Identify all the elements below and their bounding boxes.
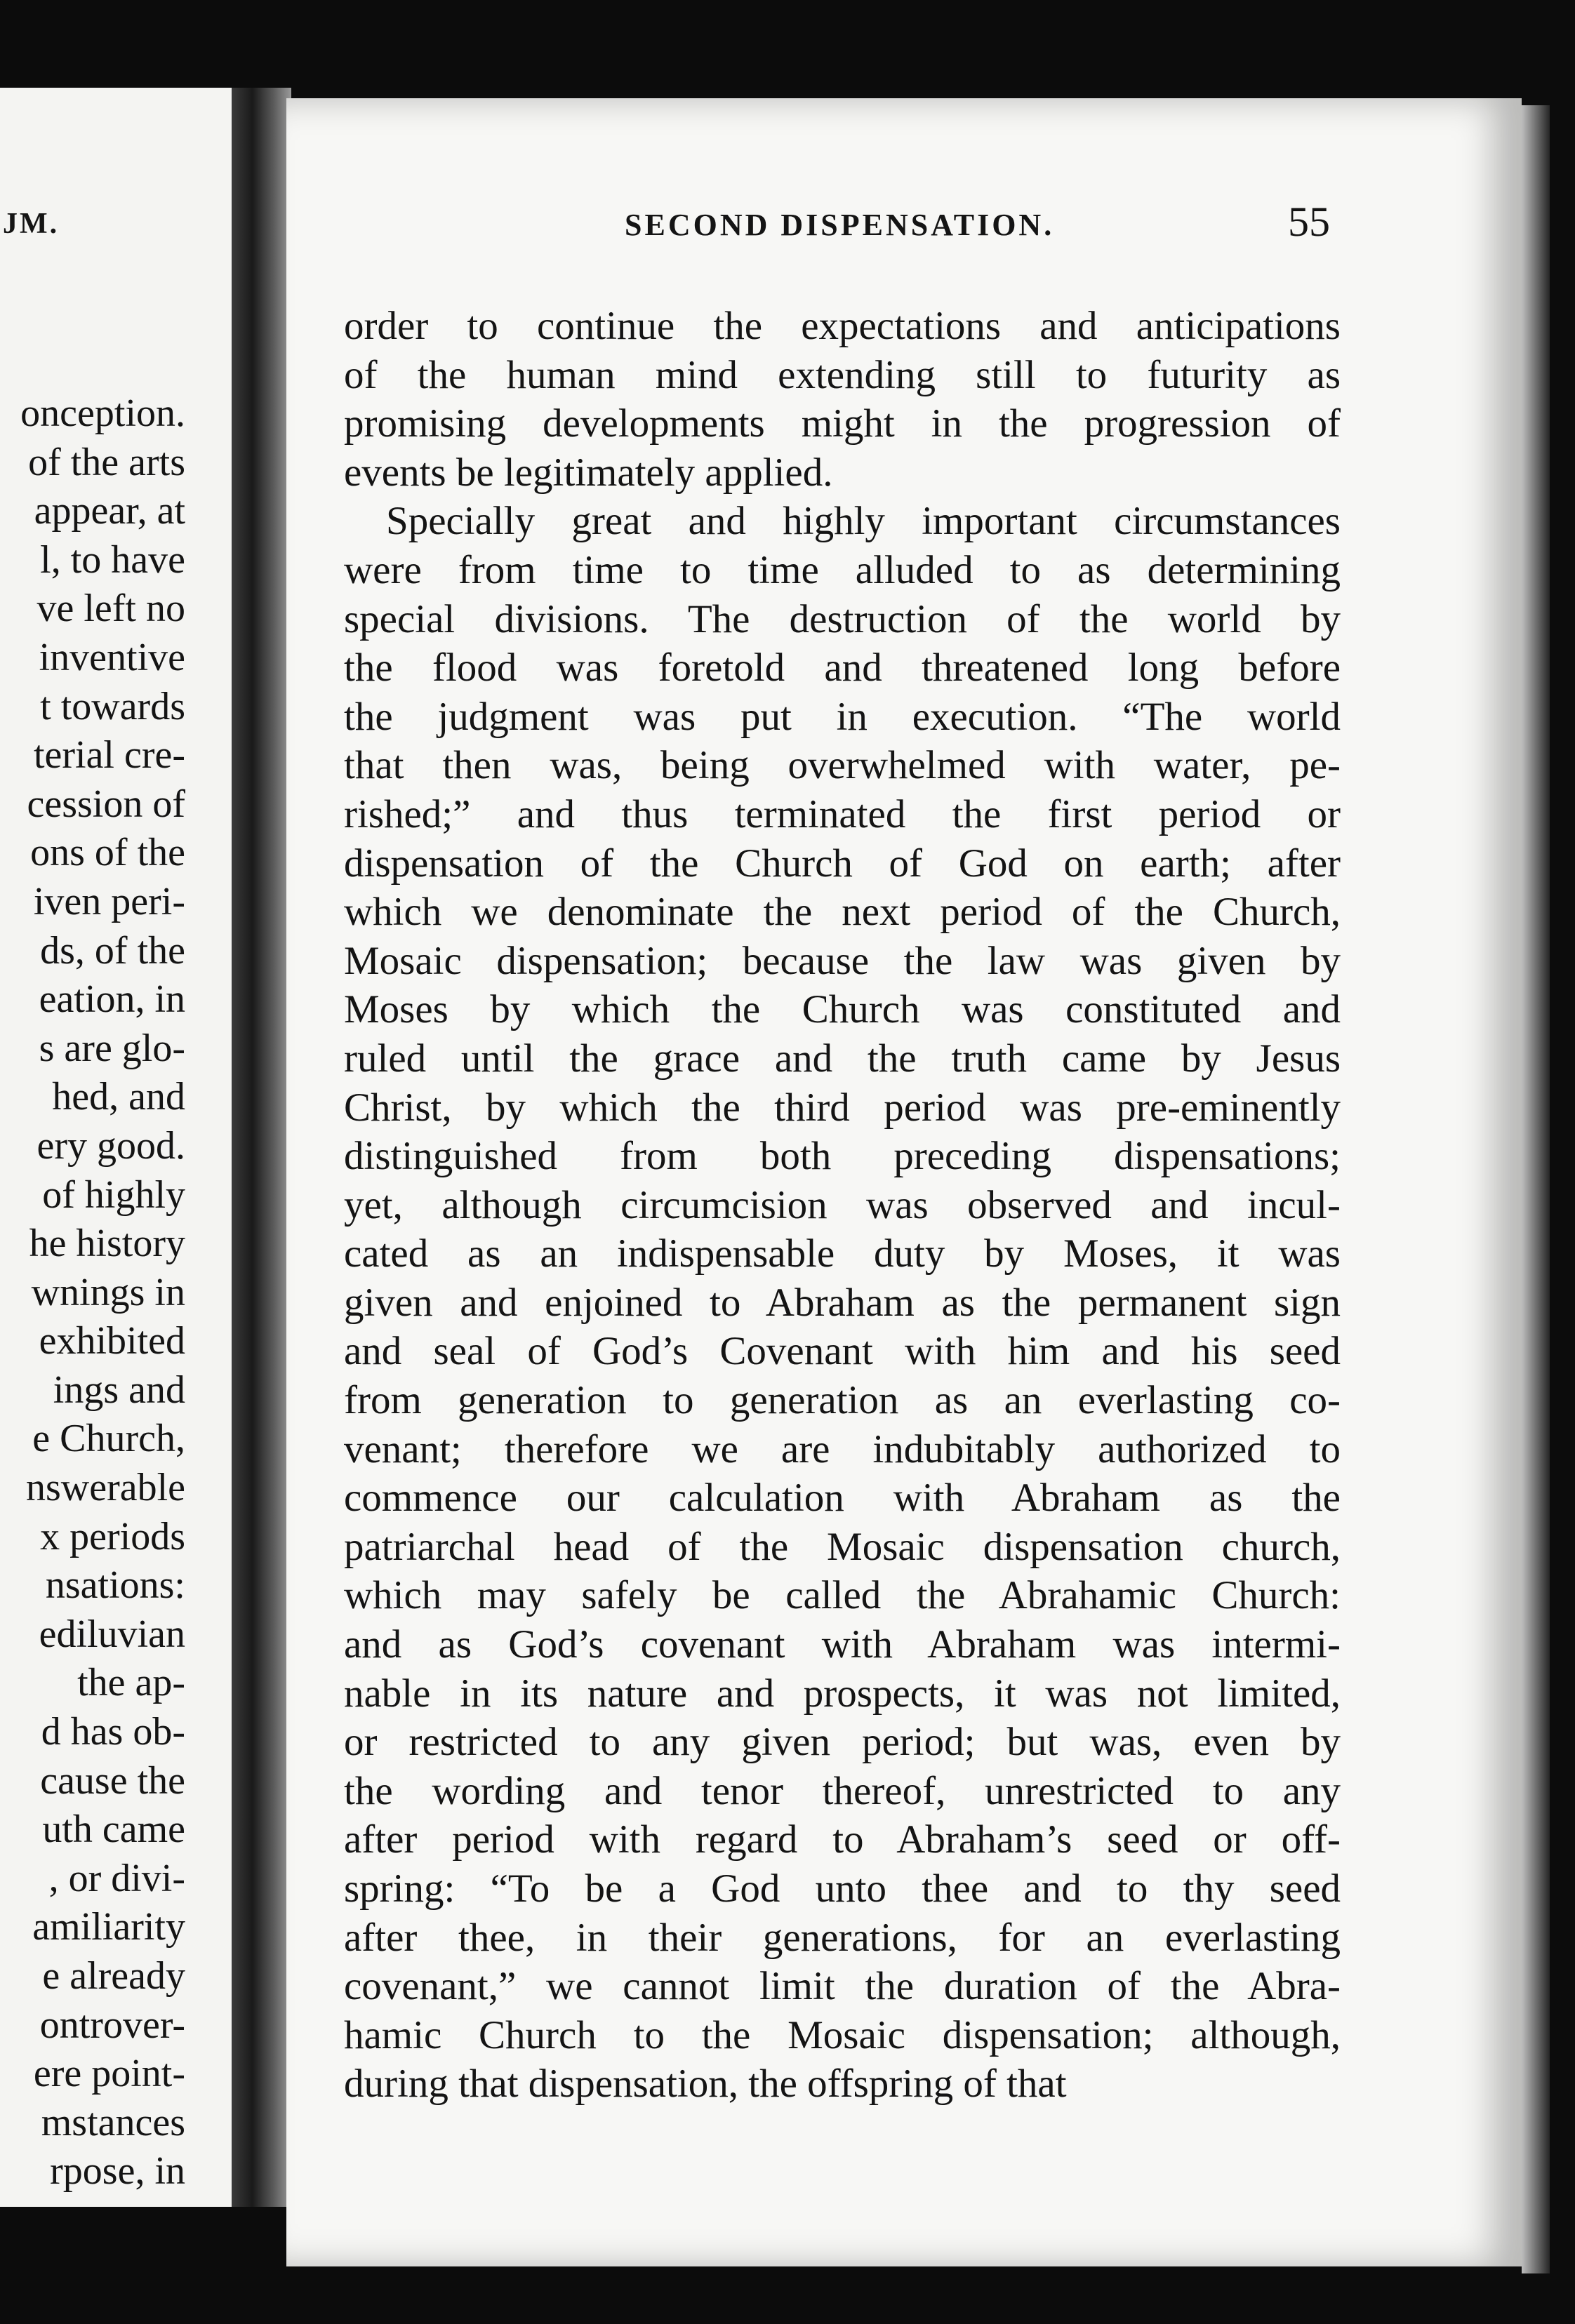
- previous-page-line: rpose, in: [50, 2149, 185, 2193]
- previous-page-line: inventive: [39, 635, 185, 679]
- previous-page-line: e Church,: [32, 1417, 185, 1461]
- text-line: venant; therefore we are indubitably authorized to: [344, 1427, 1341, 1471]
- book-gutter: [232, 88, 291, 2207]
- previous-page-fragment: [0, 88, 253, 2207]
- text-line: special divisions. The destruction of the world by: [344, 596, 1341, 641]
- previous-page-line: , or divi-: [48, 1856, 185, 1900]
- previous-page-line: wnings in: [31, 1270, 185, 1314]
- text-line: yet, although circumcision was observed and incul-: [344, 1182, 1341, 1227]
- previous-page-line: onception.: [20, 392, 185, 435]
- text-line: and seal of God’s Covenant with him and his seed: [344, 1329, 1341, 1374]
- previous-page-line: ery good.: [36, 1123, 185, 1168]
- previous-page-line: ediluvian: [39, 1612, 185, 1656]
- previous-page-line: x periods: [40, 1514, 185, 1558]
- previous-page-line: iven peri-: [33, 879, 185, 923]
- text-line: during that dispensation, the offspring of that: [344, 2062, 1067, 2106]
- text-line: promising developments might in the progression of: [344, 401, 1341, 446]
- text-line: Christ, by which the third period was pre-eminently: [344, 1085, 1341, 1130]
- text-line: the wording and tenor thereof, unrestricted to any: [344, 1768, 1341, 1813]
- text-line: commence our calculation with Abraham as the: [344, 1476, 1341, 1521]
- previous-page-line: ontrover-: [39, 2003, 185, 2047]
- text-line: the judgment was put in execution. “The world: [344, 694, 1341, 739]
- text-line: the flood was foretold and threatened long before: [344, 646, 1341, 690]
- previous-page-line: mstances: [41, 2100, 185, 2144]
- previous-page-line: ds, of the: [40, 928, 185, 973]
- previous-page-line: appear, at: [34, 489, 185, 533]
- text-line: Moses by which the Church was constituted and: [344, 987, 1341, 1032]
- previous-page-line: amiliarity: [32, 1905, 185, 1949]
- text-line: after period with regard to Abraham’s seed or off-: [344, 1817, 1341, 1862]
- text-line: nable in its nature and prospects, it was not limited,: [344, 1671, 1341, 1716]
- text-line: dispensation of the Church of God on earth; after: [344, 841, 1341, 886]
- previous-page-line: ve left no: [36, 587, 185, 631]
- text-line: and as God’s covenant with Abraham was intermi-: [344, 1622, 1341, 1667]
- previous-page-line: e already: [42, 1954, 185, 1998]
- previous-page-line: uth came: [42, 1808, 185, 1852]
- previous-page-line: l, to have: [40, 537, 185, 582]
- previous-page-line: t towards: [40, 684, 185, 728]
- text-line: of the human mind extending still to futurity as: [344, 352, 1341, 397]
- running-head: SECOND DISPENSATION.: [625, 208, 1055, 242]
- previous-page-line: ere point-: [33, 2052, 185, 2096]
- text-line: order to continue the expectations and anticipations: [344, 304, 1341, 348]
- text-line: distinguished from both preceding dispensations;: [344, 1134, 1341, 1179]
- text-line: ruled until the grace and the truth came by Jesus: [344, 1036, 1341, 1081]
- text-line: after thee, in their generations, for an everlasting: [344, 1915, 1341, 1960]
- text-line: Mosaic dispensation; because the law was given by: [344, 938, 1341, 983]
- previous-page-line: of highly: [42, 1173, 185, 1217]
- previous-page-line: hed, and: [52, 1075, 185, 1119]
- text-line: spring: “To be a God unto thee and to thy seed: [344, 1866, 1341, 1911]
- text-line: rished;” and thus terminated the first period or: [344, 792, 1341, 836]
- page-edge-shadow: [1522, 105, 1550, 2273]
- previous-page-line: d has ob-: [41, 1710, 185, 1754]
- previous-page-line: ings and: [53, 1368, 185, 1412]
- text-line: Specially great and highly important circumstances: [386, 499, 1341, 544]
- text-line: covenant,” we cannot limit the duration of the Abra-: [344, 1964, 1341, 2009]
- previous-page-line: eation, in: [39, 977, 185, 1022]
- text-line: that then was, being overwhelmed with water, pe-: [344, 743, 1341, 788]
- previous-page-line: cession of: [27, 782, 185, 826]
- text-line: patriarchal head of the Mosaic dispensation church,: [344, 1524, 1341, 1569]
- text-line: which we denominate the next period of the Church,: [344, 890, 1341, 935]
- previous-page-line: he history: [29, 1222, 185, 1266]
- previous-page-line: of the arts: [28, 440, 185, 484]
- text-line: or restricted to any given period; but was, even by: [344, 1720, 1341, 1765]
- previous-page-running-head: JM.: [3, 208, 60, 240]
- previous-page-line: nsations:: [45, 1563, 185, 1608]
- previous-page-line: s are glo-: [39, 1026, 185, 1070]
- text-line: events be legitimately applied.: [344, 450, 833, 495]
- previous-page-line: cause the: [40, 1758, 185, 1803]
- page-body-text: [344, 302, 1341, 2109]
- previous-page-line: the ap-: [77, 1661, 185, 1705]
- previous-page-text: [0, 389, 185, 2196]
- previous-page-line: nswerable: [25, 1466, 185, 1510]
- text-line: were from time to time alluded to as determining: [344, 547, 1341, 592]
- page-number: 55: [1288, 199, 1330, 245]
- previous-page-line: exhibited: [39, 1319, 185, 1363]
- text-line: cated as an indispensable duty by Moses, it was: [344, 1231, 1341, 1276]
- text-line: which may safely be called the Abrahamic Church:: [344, 1573, 1341, 1618]
- text-line: given and enjoined to Abraham as the permanent sign: [344, 1280, 1341, 1325]
- previous-page-line: ons of the: [30, 831, 185, 875]
- text-line: from generation to generation as an everlasting co-: [344, 1378, 1341, 1423]
- text-line: hamic Church to the Mosaic dispensation; although,: [344, 2012, 1341, 2057]
- previous-page-line: terial cre-: [33, 733, 185, 777]
